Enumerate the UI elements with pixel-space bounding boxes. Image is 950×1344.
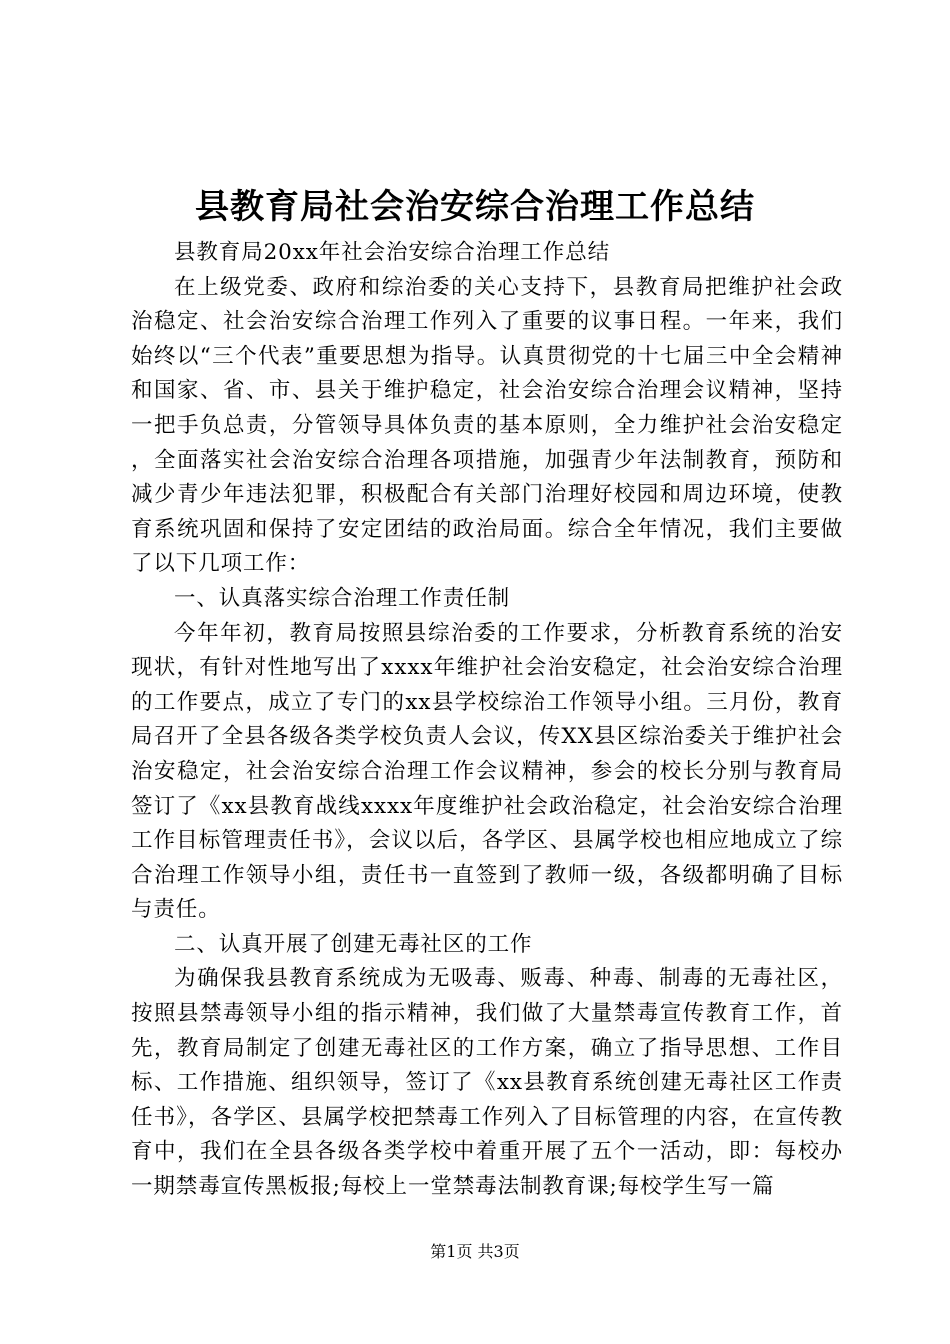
- document-body: [131, 236, 843, 1205]
- section-heading-2: 二、认真开展了创建无毒社区的工作: [174, 931, 533, 957]
- section-heading-1: 一、认真落实综合治理工作责任制: [174, 585, 511, 611]
- intro-paragraph: 在上级党委、政府和综治委的关心支持下，县教育局把维护社会政治稳定、社会治安综合治理工作列入了重要的议事日程。一年来，我们始终以“三个代表”重要思想为指导。认真贯彻党的十七届三中全会精神和国家、省、市、县关于维护稳定，社会治安综合治理会议精神，坚持一把手负总责，分管领导具体负责的基本原则，全力维护社会治安稳定，全面落实社会治安综合治理各项措施，加强青少年法制教育，预防和减少青少年违法犯罪，积极配合有关部门治理好校园和周边环境，使教育系统巩固和保持了安定团结的政治局面。综合全年情况，我们主要做了以下几项工作：: [131, 274, 843, 577]
- document-title: 县教育局社会治安综合治理工作总结: [195, 187, 755, 227]
- section-2-paragraph: 为确保我县教育系统成为无吸毒、贩毒、种毒、制毒的无毒社区，按照县禁毒领导小组的指示精神，我们做了大量禁毒宣传教育工作，首先，教育局制定了创建无毒社区的工作方案，确立了指导思想、工作目标、工作措施、组织领导，签订了《xx县教育系统创建无毒社区工作责任书》，各学区、县属学校把禁毒工作列入了目标管理的内容，在宣传教育中，我们在全县各级各类学校中着重开展了五个一活动，即：每校办一期禁毒宣传黑板报;每校上一堂禁毒法制教育课;每校学生写一篇: [131, 966, 843, 1200]
- subtitle-paragraph: 县教育局20xx年社会治安综合治理工作总结: [174, 240, 611, 265]
- page-number-footer: 第1页 共3页: [430, 1242, 520, 1261]
- section-1-paragraph: 今年年初，教育局按照县综治委的工作要求，分析教育系统的治安现状，有针对性地写出了xxxx年维护社会治安稳定，社会治安综合治理的工作要点，成立了专门的xx县学校综治工作领导小组。三月份，教育局召开了全县各级各类学校负责人会议，传XX县区综治委关于维护社会治安稳定，社会治安综合治理工作会议精神，参会的校长分别与教育局签订了《xx县教育战线xxxx年度维护社会政治稳定，社会治安综合治理工作目标管理责任书》，会议以后，各学区、县属学校也相应地成立了综合治理工作领导小组，责任书一直签到了教师一级，各级都明确了目标与责任。: [131, 620, 843, 923]
